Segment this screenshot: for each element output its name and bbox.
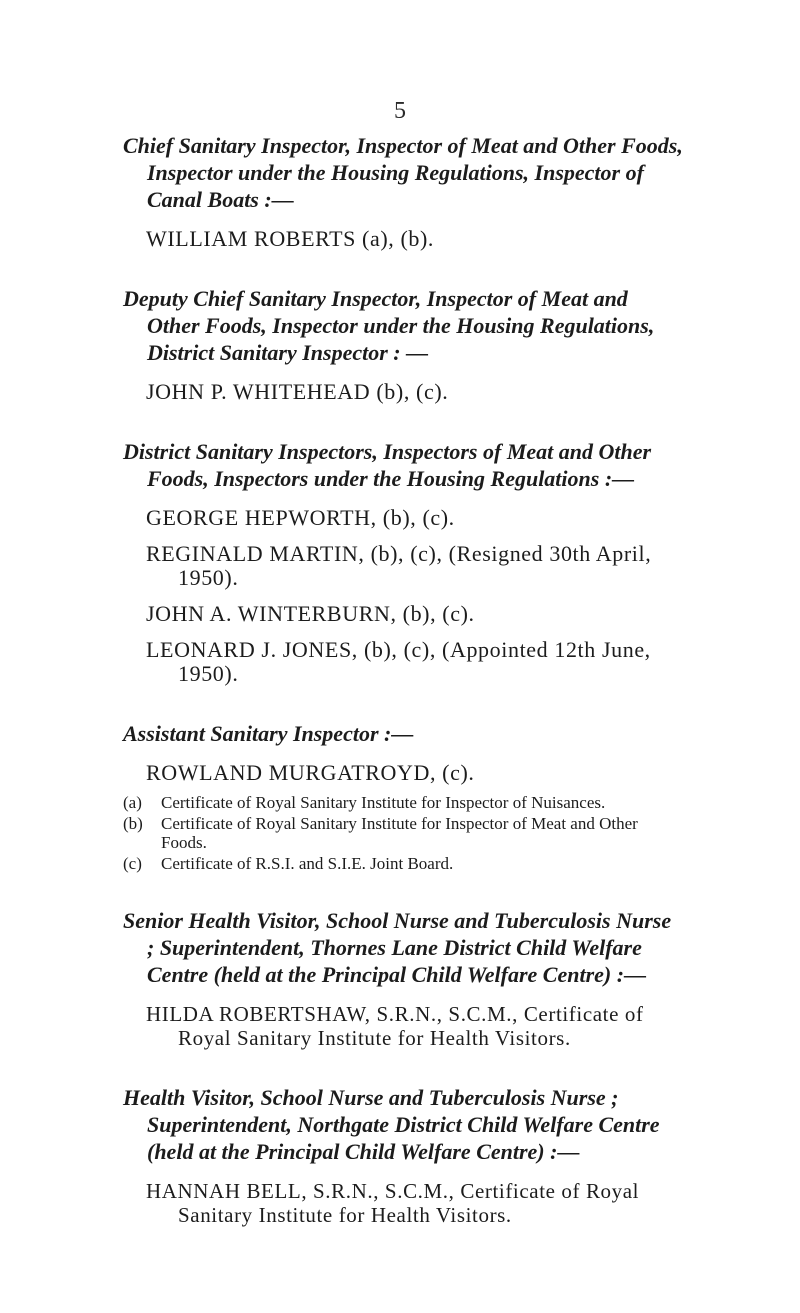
staff-names (123, 380, 683, 404)
page-number: 5 (394, 98, 406, 124)
section-assistant-sanitary-inspector (123, 720, 683, 873)
staff-name: GEORGE HEPWORTH, (b), (c). (146, 505, 455, 530)
note-text: Certificate of Royal Sanitary Institute for Inspector of Nuisances. (161, 793, 606, 812)
staff-name: HANNAH BELL, S.R.N., S.C.M., Certificate of Royal Sanitary Institute for Health Visitors. (146, 1179, 640, 1227)
section-senior-health-visitor (123, 907, 683, 1050)
section-heading: Assistant Sanitary Inspector :— (123, 721, 414, 746)
section-heading: Health Visitor, School Nurse and Tuberculosis Nurse ; Superintendent, Northgate District Child Welfare Centre (held at the Principal Child Welfare Centre) :— (123, 1085, 660, 1164)
section-deputy-chief-sanitary-inspector (123, 285, 683, 404)
section-chief-sanitary-inspector (123, 132, 683, 251)
section-heading: District Sanitary Inspectors, Inspectors of Meat and Other Foods, Inspectors under the Housing Regulations :— (123, 439, 652, 491)
note-label: (b) (123, 814, 143, 833)
staff-name: JOHN A. WINTERBURN, (b), (c). (146, 601, 475, 626)
note-item (123, 793, 683, 812)
staff-name: HILDA ROBERTSHAW, S.R.N., S.C.M., Certificate of Royal Sanitary Institute for Health Visitors. (146, 1002, 644, 1050)
section-heading: Senior Health Visitor, School Nurse and Tuberculosis Nurse ; Superintendent, Thornes Lane District Child Welfare Centre (held at the Principal Child Welfare Centre) :— (123, 908, 672, 987)
staff-names (123, 1002, 683, 1050)
section-heading: Chief Sanitary Inspector, Inspector of Meat and Other Foods, Inspector under the Housing Regulations, Inspector of Canal Boats :— (123, 133, 683, 212)
staff-name: WILLIAM ROBERTS (a), (b). (146, 226, 435, 251)
note-label: (a) (123, 793, 142, 812)
section-health-visitor (123, 1084, 683, 1227)
note-text: Certificate of R.S.I. and S.I.E. Joint Board. (161, 854, 454, 873)
staff-names (123, 506, 683, 686)
staff-names (123, 1179, 683, 1227)
note-label: (c) (123, 854, 142, 873)
section-district-sanitary-inspectors (123, 438, 683, 686)
note-item (123, 814, 683, 852)
staff-name: JOHN P. WHITEHEAD (b), (c). (146, 379, 449, 404)
staff-list (123, 132, 683, 1261)
staff-names (123, 761, 683, 785)
qualification-notes (123, 793, 683, 873)
staff-names (123, 227, 683, 251)
note-item (123, 854, 683, 873)
note-text: Certificate of Royal Sanitary Institute for Inspector of Meat and Other Foods. (161, 814, 638, 852)
staff-name: ROWLAND MURGATROYD, (c). (146, 760, 475, 785)
staff-name: REGINALD MARTIN, (b), (c), (Resigned 30th April, 1950). (146, 541, 652, 590)
section-heading: Deputy Chief Sanitary Inspector, Inspector of Meat and Other Foods, Inspector under the Housing Regulations, District Sanitary Inspector : — (123, 286, 655, 365)
staff-name: LEONARD J. JONES, (b), (c), (Appointed 12th June, 1950). (146, 637, 651, 686)
